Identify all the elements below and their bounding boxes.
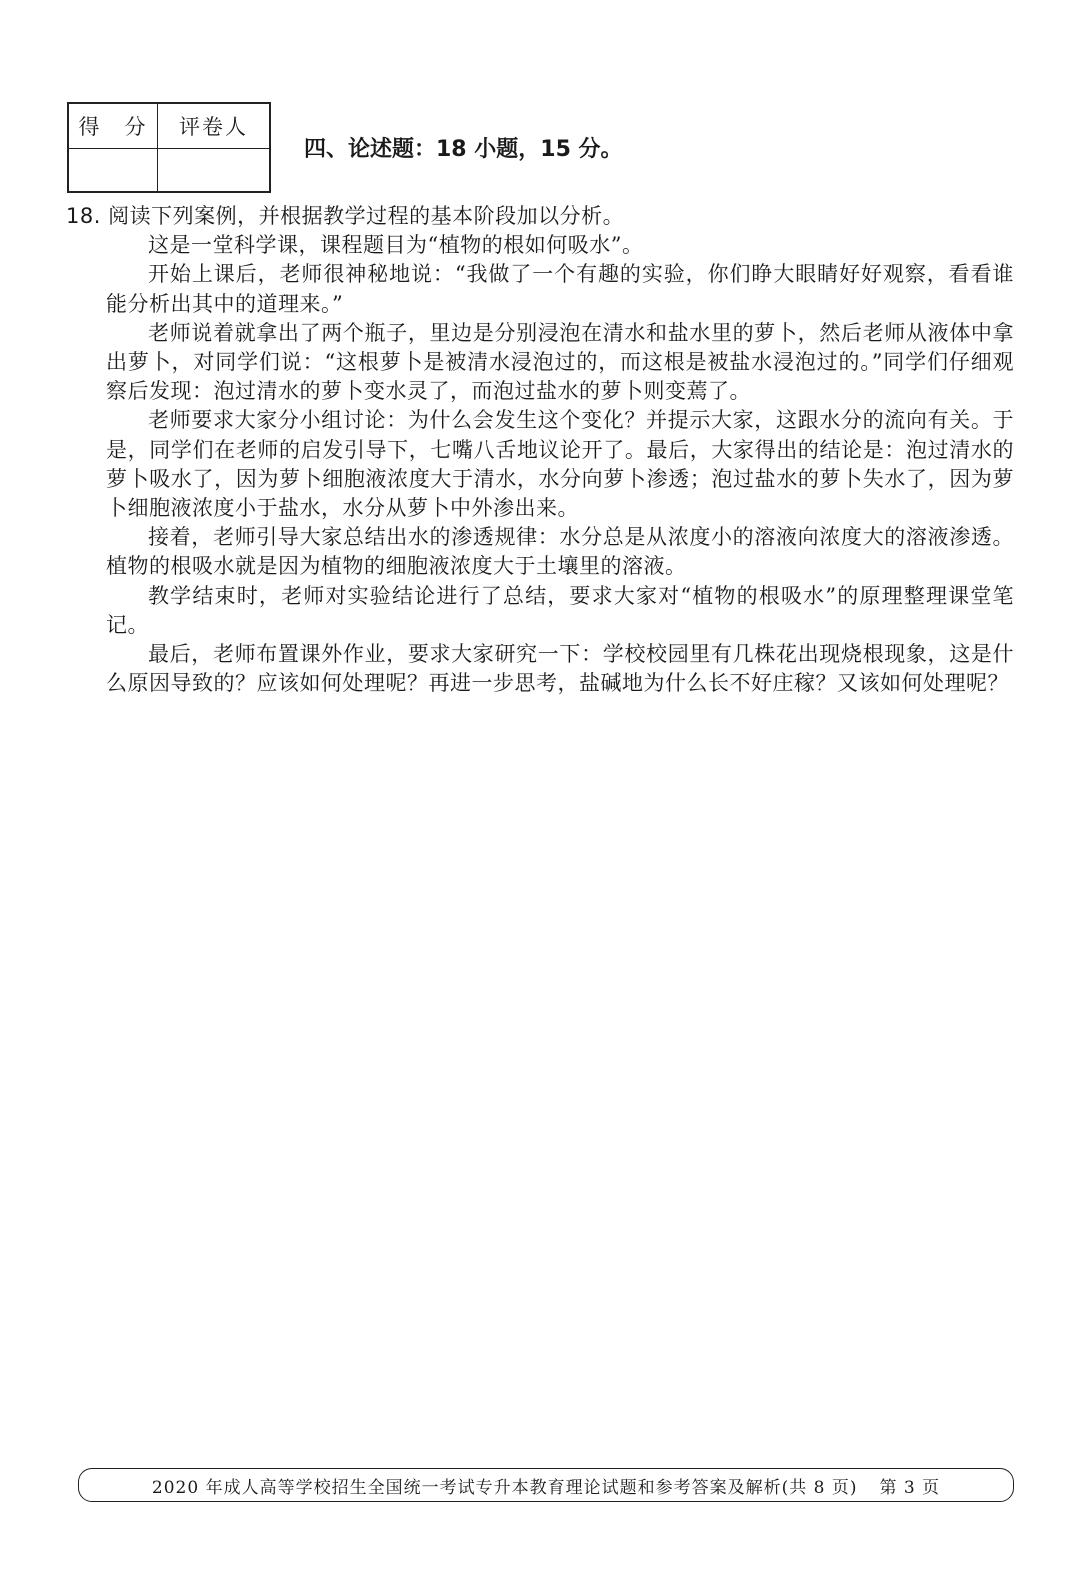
page-number: 第 3 页 (879, 1477, 941, 1498)
question-stem: 18. 阅读下列案例，并根据教学过程的基本阶段加以分析。 (66, 204, 625, 228)
score-table (67, 102, 271, 193)
case-paragraph: 老师要求大家分小组讨论：为什么会发生这个变化？并提示大家，这跟水分的流向有关。于是，同学们在老师的启发引导下，七嘴八舌地议论开了。最后，大家得出的结论是：泡过清水的萝卜吸水了，因为萝卜细胞液浓度大于清水，水分向萝卜渗透；泡过盐水的萝卜失水了，因为萝卜细胞液浓度小于盐水，水分从萝卜中外渗出来。 (106, 408, 1014, 521)
footer-title: 2020 年成人高等学校招生全国统一考试专升本教育理论试题和参考答案及解析(共 8 页) (151, 1477, 858, 1498)
case-paragraph: 接着，老师引导大家总结出水的渗透规律：水分总是从浓度小的溶液向浓度大的溶液渗透。植物的根吸水就是因为植物的细胞液浓度大于土壤里的溶液。 (106, 525, 1014, 579)
case-paragraph: 最后，老师布置课外作业，要求大家研究一下：学校校园里有几株花出现烧根现象，这是什么原因导致的？应该如何处理呢？再进一步思考，盐碱地为什么长不好庄稼？又该如何处理呢？ (106, 642, 1014, 696)
section-heading: 四、论述题：18 小题，15 分。 (304, 137, 623, 162)
grader-cell (158, 149, 269, 191)
grader-label: 评卷人 (158, 104, 269, 149)
question-block (66, 202, 1014, 698)
case-paragraph: 老师说着就拿出了两个瓶子，里边是分别浸泡在清水和盐水里的萝卜，然后老师从液体中拿出萝卜，对同学们说：“这根萝卜是被清水浸泡过的，而这根是被盐水浸泡过的。”同学们仔细观察后发现：泡过清水的萝卜变水灵了，而泡过盐水的萝卜则变蔫了。 (106, 320, 1014, 404)
score-cell (69, 149, 158, 191)
case-paragraph: 这是一堂科学课，课程题目为“植物的根如何吸水”。 (148, 233, 644, 258)
case-paragraph: 教学结束时，老师对实验结论进行了总结，要求大家对“植物的根吸水”的原理整理课堂笔记。 (106, 583, 1014, 637)
case-paragraph: 开始上课后，老师很神秘地说：“我做了一个有趣的实验，你们睁大眼睛好好观察，看看谁能分析出其中的道理来。” (106, 262, 1014, 316)
score-label: 得 分 (69, 104, 158, 149)
page-footer (78, 1468, 1014, 1502)
